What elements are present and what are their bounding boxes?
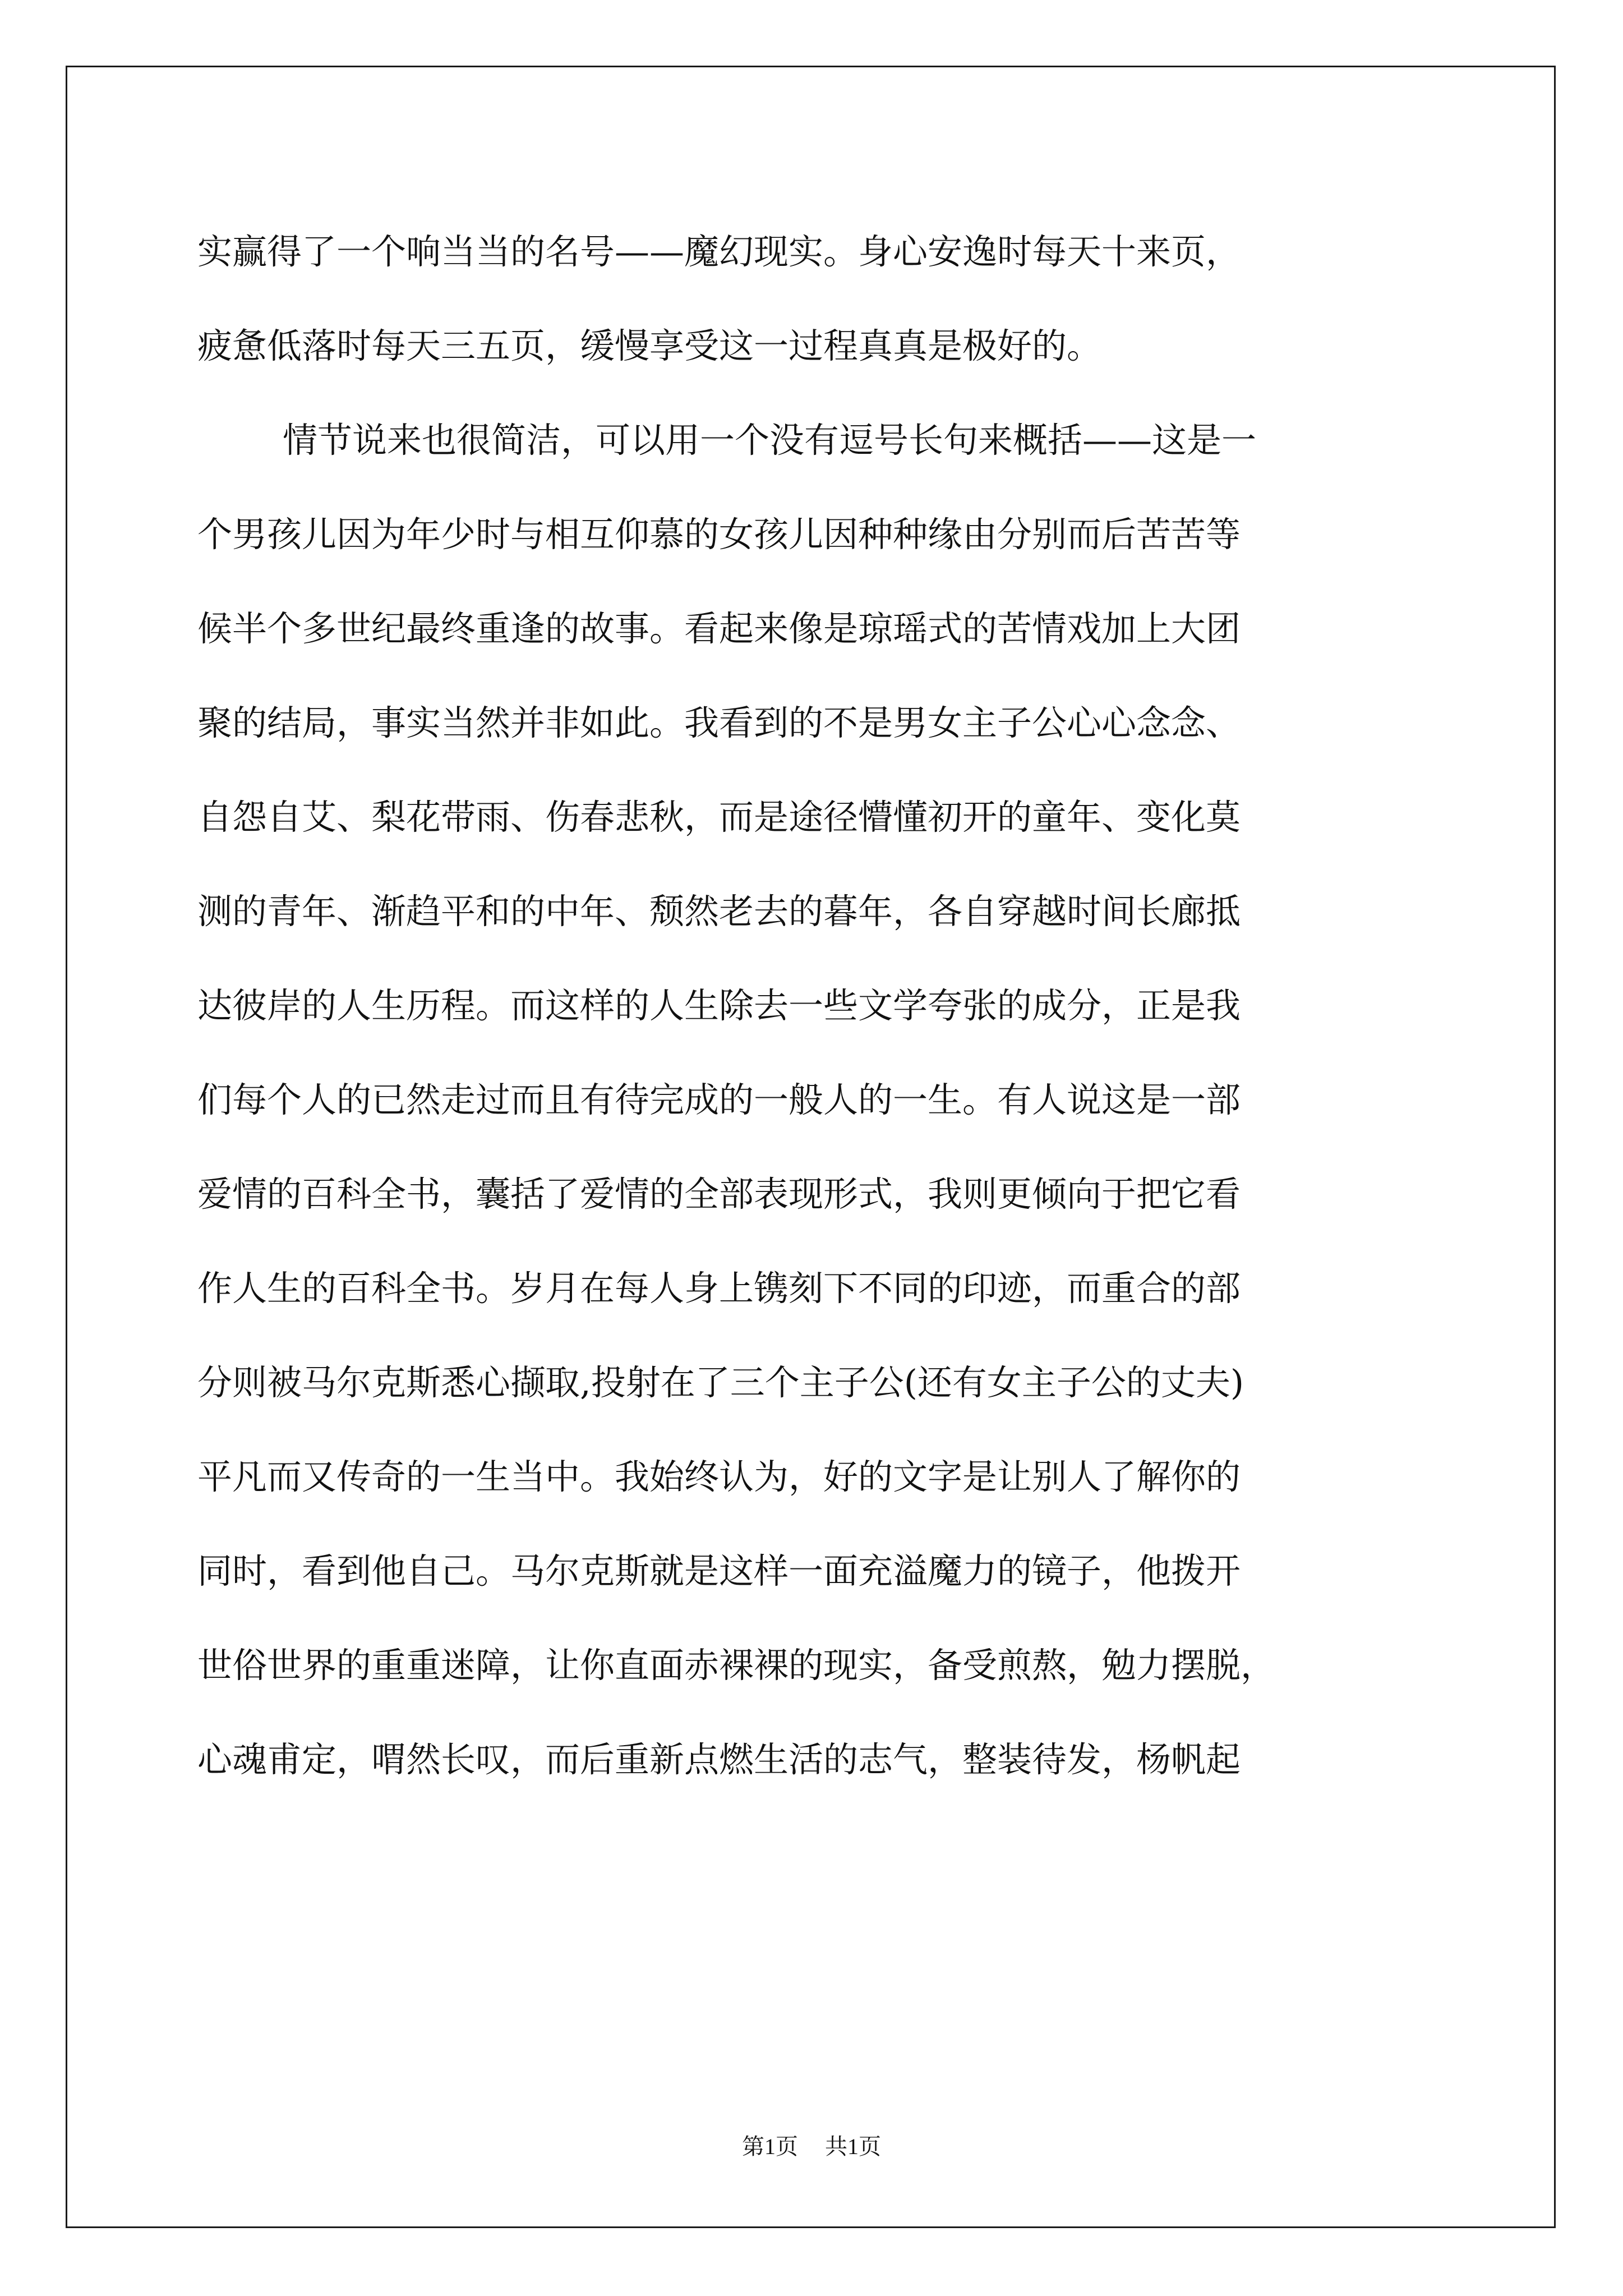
text-line: 分则被马尔克斯悉心撷取,投射在了三个主子公(还有女主子公的丈夫): [197, 1362, 1244, 1403]
text-line: 个男孩儿因为年少时与相互仰慕的女孩儿因种种缘由分别而后苦苦等: [197, 514, 1241, 555]
page-total: 共1页: [825, 2134, 881, 2159]
text-line: 们每个人的已然走过而且有待完成的一般人的一生。有人说这是一部: [197, 1079, 1241, 1120]
page-footer: [0, 2129, 1623, 2161]
text-line: 同时，看到他自己。马尔克斯就是这样一面充溢魔力的镜子，他拨开: [197, 1550, 1241, 1591]
text-line: 疲惫低落时每天三五页，缓慢享受这一过程真真是极好的。: [197, 325, 1102, 366]
text-line: 聚的结局，事实当然并非如此。我看到的不是男女主子公心心念念、: [197, 702, 1241, 743]
document-body: [197, 205, 1431, 1807]
text-line: 心魂甫定，喟然长叹，而后重新点燃生活的志气，整装待发，杨帆起: [197, 1739, 1241, 1780]
text-line: 平凡而又传奇的一生当中。我始终认为，好的文字是让别人了解你的: [197, 1456, 1241, 1497]
text-line: 达彼岸的人生历程。而这样的人生除去一些文学夸张的成分，正是我: [197, 985, 1241, 1026]
text-line: 测的青年、渐趋平和的中年、颓然老去的暮年，各自穿越时间长廊抵: [197, 891, 1241, 932]
page-number: 第1页: [742, 2134, 798, 2159]
text-line: 世俗世界的重重迷障，让你直面赤裸裸的现实，备受煎熬，勉力摆脱，: [197, 1645, 1276, 1686]
text-line: 爱情的百科全书，囊括了爱情的全部表现形式，我则更倾向于把它看: [197, 1174, 1241, 1214]
text-line: 作人生的百科全书。岁月在每人身上镌刻下不同的印迹，而重合的部: [197, 1268, 1241, 1309]
text-line: 候半个多世纪最终重逢的故事。看起来像是琼瑶式的苦情戏加上大团: [197, 608, 1241, 649]
text-line: 情节说来也很简洁，可以用一个没有逗号长句来概括——这是一: [283, 420, 1257, 461]
text-line: 实赢得了一个响当当的名号——魔幻现实。身心安逸时每天十来页，: [197, 231, 1241, 272]
text-line: 自怨自艾、梨花带雨、伤春悲秋，而是途径懵懂初开的童年、变化莫: [197, 797, 1241, 838]
